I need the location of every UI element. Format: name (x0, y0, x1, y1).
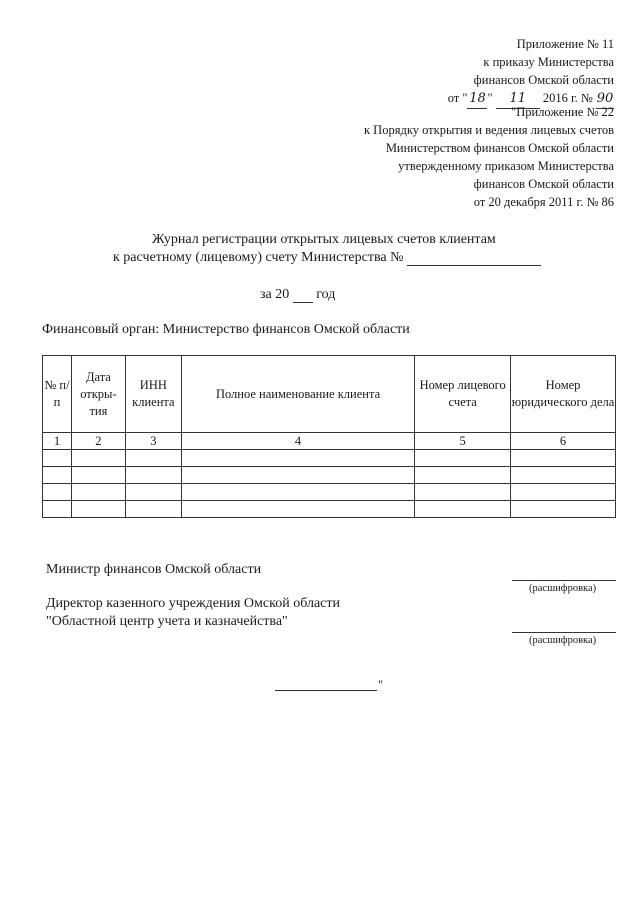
account-number-blank (407, 253, 541, 266)
date-prefix: от " (447, 91, 468, 105)
table-row (43, 467, 616, 484)
journal-title-line1: Журнал регистрации открытых лицевых счетов клиентам (152, 232, 496, 247)
date-quote: " (487, 91, 493, 105)
journal-period (260, 287, 335, 303)
date-day: 18 (467, 90, 487, 109)
column-number: 2 (71, 433, 125, 450)
closing-underline (275, 690, 377, 691)
appendix-22-line4: утвержденному приказом Министерства (398, 159, 614, 173)
director-decoding-caption: (расшифровка) (529, 635, 597, 646)
financial-body: Финансовый орган: Министерство финансов Омской области (42, 322, 410, 337)
appendix-22-line6: от 20 декабря 2011 г. № 86 (473, 195, 614, 209)
director-label-line2: "Областной центр учета и казначейства" (46, 614, 288, 629)
header-client-name: Полное наименование клиента (181, 356, 414, 433)
table-column-numbers-row (43, 433, 616, 450)
header-account-number: Номер лицевого счета (415, 356, 511, 433)
order-number: 90 (596, 90, 614, 109)
column-number: 6 (511, 433, 616, 450)
period-prefix: за 20 (260, 287, 290, 302)
journal-title-line2 (113, 250, 541, 266)
table-row (43, 484, 616, 501)
closing-quote: " (378, 678, 384, 692)
column-number: 5 (415, 433, 511, 450)
minister-signature-line (512, 580, 616, 581)
minister-label: Министр финансов Омской области (46, 562, 262, 577)
director-label-line1: Директор казенного учреждения Омской области (46, 596, 340, 611)
date-month: 11 (496, 90, 540, 109)
journal-title-line2-text: к расчетному (лицевому) счету Министерства № (113, 250, 404, 265)
appendix-11-line2: к приказу Министерства (483, 55, 614, 69)
column-number: 3 (125, 433, 181, 450)
header-legal-case-number: Номер юридического дела (511, 356, 616, 433)
appendix-22-line5: финансов Омской области (473, 177, 614, 191)
appendix-22-line3: Министерством финансов Омской области (385, 141, 614, 155)
appendix-11-title: Приложение № 11 (516, 37, 614, 51)
appendix-11-header (448, 35, 614, 109)
appendix-22-header (364, 103, 614, 211)
header-open-date: Дата откры-тия (71, 356, 125, 433)
header-inn: ИНН клиента (125, 356, 181, 433)
journal-table (42, 355, 616, 518)
column-number: 4 (181, 433, 414, 450)
table-header-row (43, 356, 616, 433)
director-signature-line (512, 632, 616, 633)
appendix-22-title: "Приложение № 22 (511, 105, 614, 119)
table-row (43, 501, 616, 518)
date-year: 2016 г. № (542, 91, 593, 105)
appendix-11-line3: финансов Омской области (473, 73, 614, 87)
period-suffix: год (316, 287, 336, 302)
period-year-blank (293, 290, 313, 303)
appendix-22-line2: к Порядку открытия и ведения лицевых счетов (363, 123, 614, 137)
header-number: № п/п (43, 356, 72, 433)
table-row (43, 450, 616, 467)
column-number: 1 (43, 433, 72, 450)
minister-decoding-caption: (расшифровка) (529, 583, 597, 594)
